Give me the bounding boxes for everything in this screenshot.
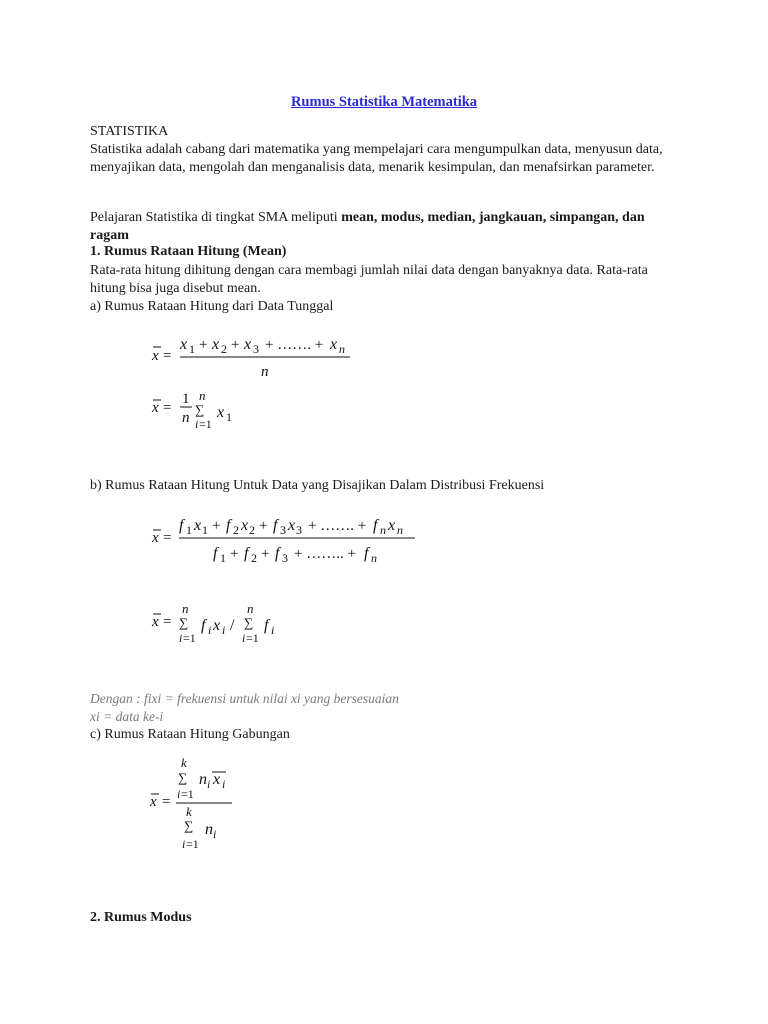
- sub-b-heading: b) Rumus Rataan Hitung Untuk Data yang Disajikan Dalam Distribusi Frekuensi: [90, 478, 545, 493]
- formula-mean-single-data: [150, 332, 360, 382]
- svg-text:i: i: [207, 777, 211, 791]
- svg-text:f: f: [364, 545, 369, 562]
- svg-text:f: f: [226, 517, 231, 534]
- svg-text:n: n: [182, 601, 189, 616]
- svg-text:=: =: [162, 794, 171, 810]
- svg-text:x: x: [388, 517, 396, 534]
- intro-heading: STATISTIKA: [90, 124, 169, 139]
- svg-text:+ …….. +: + …….. +: [294, 546, 356, 562]
- svg-text:f: f: [273, 517, 278, 534]
- svg-text:i: i: [222, 623, 226, 637]
- svg-text:n: n: [199, 388, 206, 403]
- svg-text:+: +: [261, 546, 270, 562]
- svg-text:3: 3: [282, 551, 288, 565]
- svg-text:+: +: [212, 518, 221, 534]
- svg-text:x: x: [180, 336, 188, 353]
- svg-text:+ ……. +: + ……. +: [265, 337, 324, 353]
- svg-text:i: i: [195, 417, 199, 431]
- svg-text:=1: =1: [246, 631, 259, 645]
- svg-text:x: x: [194, 517, 202, 534]
- note-fixi: Dengan : fixi = frekuensi untuk nilai xi yang bersesuaian: [90, 691, 399, 706]
- svg-text:k: k: [181, 755, 187, 770]
- svg-text:x: x: [150, 794, 157, 810]
- svg-text:n: n: [339, 342, 345, 356]
- svg-text:=1: =1: [183, 631, 196, 645]
- svg-text:∑: ∑: [184, 818, 194, 833]
- formula-combined-mean: [148, 756, 248, 856]
- svg-text:2: 2: [249, 523, 255, 537]
- scope-paragraph: [90, 209, 680, 245]
- svg-text:n: n: [261, 364, 269, 380]
- svg-text:f: f: [373, 517, 378, 534]
- formula-mean-sigma-frequency: [150, 602, 290, 648]
- sub-a-heading: a) Rumus Rataan Hitung dari Data Tunggal: [90, 299, 334, 314]
- svg-text:1: 1: [189, 342, 195, 356]
- svg-text:=1: =1: [199, 417, 212, 431]
- svg-text:∑: ∑: [179, 615, 189, 630]
- svg-text:x: x: [152, 400, 159, 416]
- document-title-link[interactable]: Rumus Statistika Matematika: [290, 94, 478, 110]
- svg-text:f: f: [213, 545, 218, 562]
- svg-text:f: f: [264, 617, 269, 634]
- svg-text:f: f: [275, 545, 280, 562]
- svg-text:k: k: [186, 804, 192, 819]
- svg-text:i: i: [242, 631, 246, 645]
- svg-text:+ ……. +: + ……. +: [308, 518, 367, 534]
- svg-text:/: /: [230, 617, 235, 634]
- intro-paragraph: Statistika adalah cabang dari matematika yang mempelajari cara mengumpulkan data, menyusun data, menyajikan data, mengolah dan menganalisis data, menarik kesimpulan, dan menafsirkan parameter.: [90, 142, 663, 175]
- svg-text:+: +: [199, 337, 208, 353]
- svg-text:i: i: [271, 623, 275, 637]
- svg-text:f: f: [244, 545, 249, 562]
- svg-text:f: f: [201, 617, 206, 634]
- svg-text:x: x: [152, 614, 159, 630]
- svg-text:=1: =1: [181, 787, 194, 801]
- svg-text:n: n: [380, 523, 386, 537]
- formula-mean-sigma-single: [150, 388, 250, 436]
- svg-text:n: n: [205, 821, 213, 838]
- svg-text:1: 1: [182, 391, 190, 407]
- svg-text:3: 3: [253, 342, 259, 356]
- svg-text:x: x: [212, 336, 220, 353]
- svg-text:x: x: [241, 517, 249, 534]
- svg-text:x: x: [330, 336, 338, 353]
- svg-text:2: 2: [251, 551, 257, 565]
- section2-heading: 2. Rumus Modus: [90, 910, 192, 925]
- svg-text:x: x: [288, 517, 296, 534]
- svg-text:i: i: [208, 623, 212, 637]
- svg-text:i: i: [222, 777, 226, 791]
- svg-text:x: x: [244, 336, 252, 353]
- svg-text:3: 3: [280, 523, 286, 537]
- svg-text:x: x: [152, 348, 159, 364]
- scope-topics: mean, modus, median, jangkauan, simpangan, dan ragam: [90, 210, 645, 243]
- svg-text:x: x: [217, 404, 225, 421]
- svg-text:1: 1: [220, 551, 226, 565]
- section1-paragraph: Rata-rata hitung dihitung dengan cara membagi jumlah nilai data dengan banyaknya data. Rata-rata hitung bisa juga disebut mean.: [90, 263, 648, 296]
- svg-text:i: i: [177, 787, 181, 801]
- svg-text:+: +: [231, 337, 240, 353]
- svg-text:=: =: [163, 348, 172, 364]
- svg-text:2: 2: [221, 342, 227, 356]
- note-xi: xi = data ke-i: [90, 709, 164, 724]
- svg-text:n: n: [397, 523, 403, 537]
- svg-text:1: 1: [202, 523, 208, 537]
- svg-text:n: n: [199, 771, 207, 788]
- formula-mean-frequency: [150, 510, 420, 572]
- svg-text:1: 1: [186, 523, 192, 537]
- svg-text:f: f: [179, 517, 184, 534]
- svg-text:x: x: [213, 617, 221, 634]
- svg-text:n: n: [371, 551, 377, 565]
- svg-text:+: +: [259, 518, 268, 534]
- sub-c-heading: c) Rumus Rataan Hitung Gabungan: [90, 727, 290, 742]
- svg-text:=: =: [163, 400, 172, 416]
- section1-heading: 1. Rumus Rataan Hitung (Mean): [90, 244, 287, 259]
- svg-text:=: =: [163, 614, 172, 630]
- svg-text:+: +: [230, 546, 239, 562]
- svg-text:x: x: [152, 530, 159, 546]
- svg-text:=1: =1: [186, 837, 199, 851]
- svg-text:n: n: [182, 410, 190, 426]
- svg-text:=: =: [163, 530, 172, 546]
- svg-text:2: 2: [233, 523, 239, 537]
- svg-text:x: x: [213, 771, 221, 788]
- scope-lead-text: Pelajaran Statistika di tingkat SMA meliputi: [90, 210, 342, 225]
- svg-text:1: 1: [226, 410, 232, 424]
- svg-text:i: i: [182, 837, 186, 851]
- svg-text:i: i: [213, 827, 217, 841]
- svg-text:∑: ∑: [195, 402, 205, 417]
- svg-text:n: n: [247, 601, 254, 616]
- svg-text:3: 3: [296, 523, 302, 537]
- svg-text:∑: ∑: [244, 615, 254, 630]
- svg-text:∑: ∑: [178, 770, 188, 785]
- svg-text:i: i: [179, 631, 183, 645]
